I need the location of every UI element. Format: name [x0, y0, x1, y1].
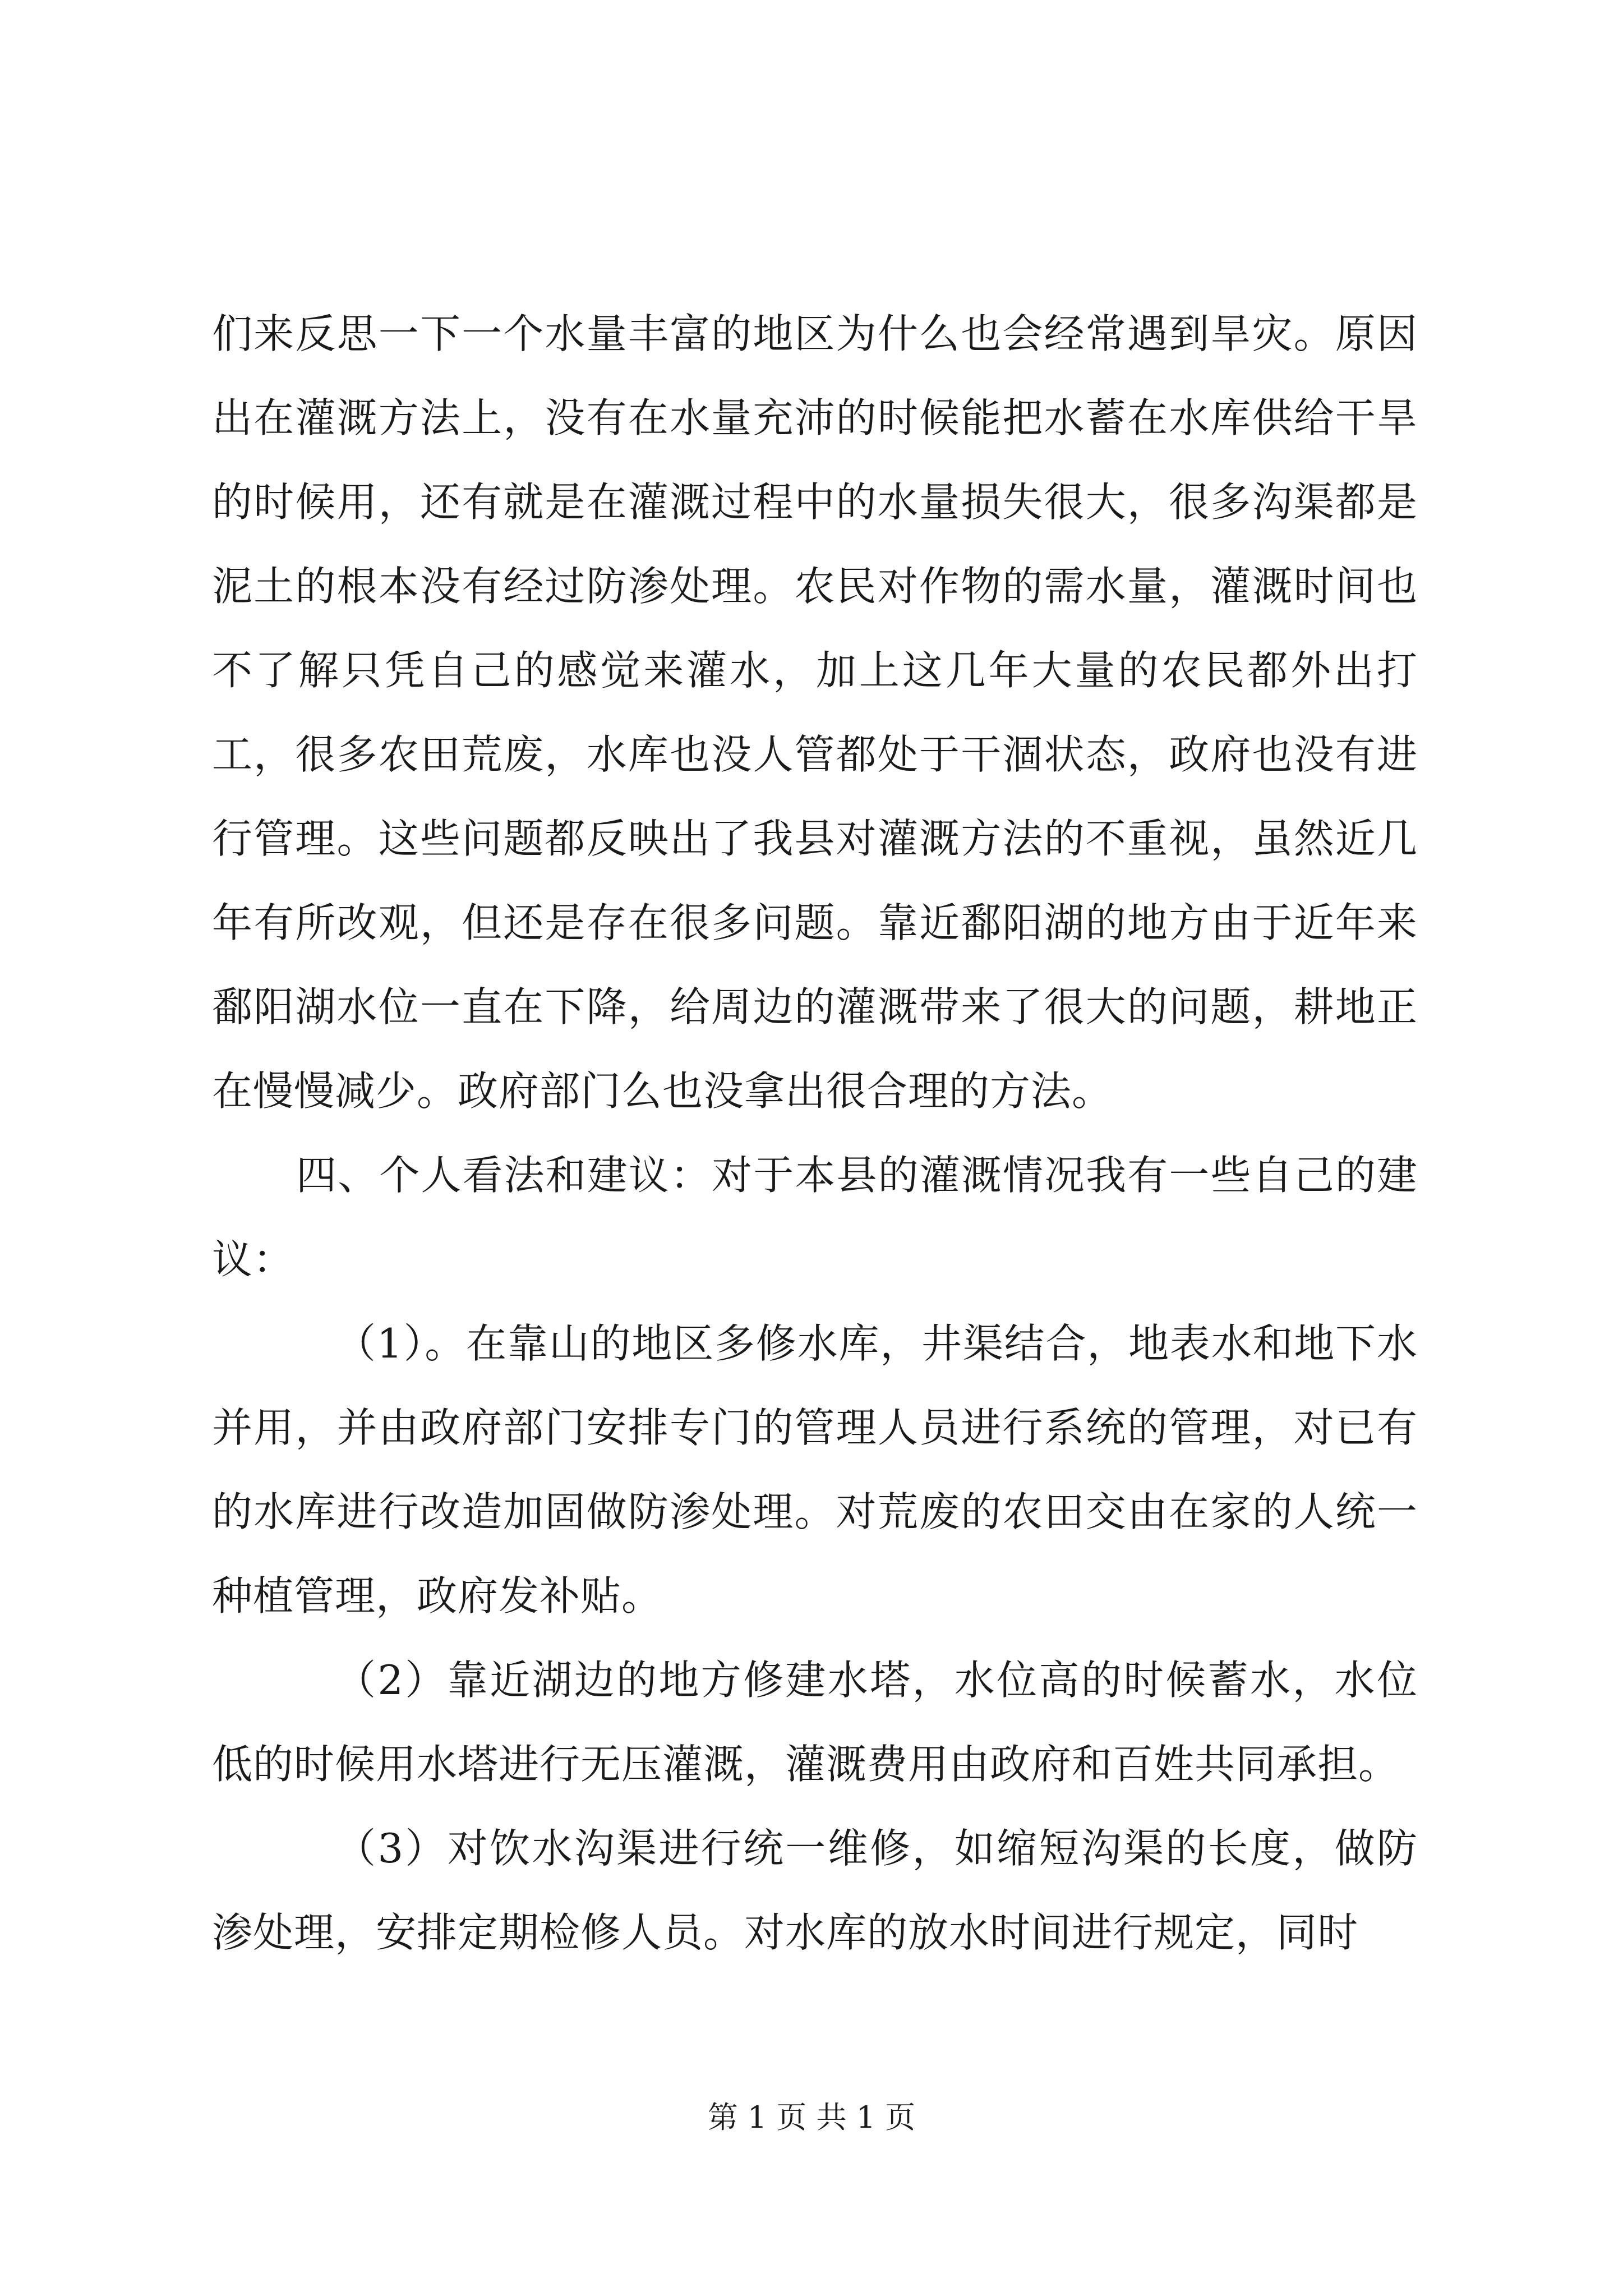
paragraph-section-four-heading: 四、个人看法和建议：对于本县的灌溉情况我有一些自己的建议：	[212, 1152, 1418, 1283]
page-number-footer: 第 1 页 共 1 页	[707, 2100, 916, 2135]
paragraph-suggestion-3: （3）对饮水沟渠进行统一维修，如缩短沟渠的长度，做防渗处理，安排定期检修人员。对水库的放水时间进行规定，同时	[212, 1825, 1418, 1956]
paragraph-suggestion-2: （2）靠近湖边的地方修建水塔，水位高的时候蓄水，水位低的时候用水塔进行无压灌溉，灌溉费用由政府和百姓共同承担。	[212, 1657, 1418, 1788]
paragraph-drought-analysis: 们来反思一下一个水量丰富的地区为什么也会经常遇到旱灾。原因出在灌溉方法上，没有在水量充沛的时候能把水蓄在水库供给干旱的时候用，还有就是在灌溉过程中的水量损失很大，很多沟渠都是泥土的根本没有经过防渗处理。农民对作物的需水量，灌溉时间也不了解只凭自己的感觉来灌水，加上这几年大量的农民都外出打工，很多农田荒废，水库也没人管都处于干涸状态，政府也没有进行管理。这些问题都反映出了我县对灌溉方法的不重视，虽然近几年有所改观，但还是存在很多问题。靠近鄱阳湖的地方由于近年来鄱阳湖水位一直在下降，给周边的灌溉带来了很大的问题，耕地正在慢慢减少。政府部门么也没拿出很合理的方法。	[212, 310, 1418, 1115]
document-body	[212, 292, 1418, 1975]
paragraph-suggestion-1: （1）。在靠山的地区多修水库，井渠结合，地表水和地下水并用，并由政府部门安排专门的管理人员进行系统的管理，对已有的水库进行改造加固做防渗处理。对荒废的农田交由在家的人统一种植管理，政府发补贴。	[212, 1320, 1418, 1619]
